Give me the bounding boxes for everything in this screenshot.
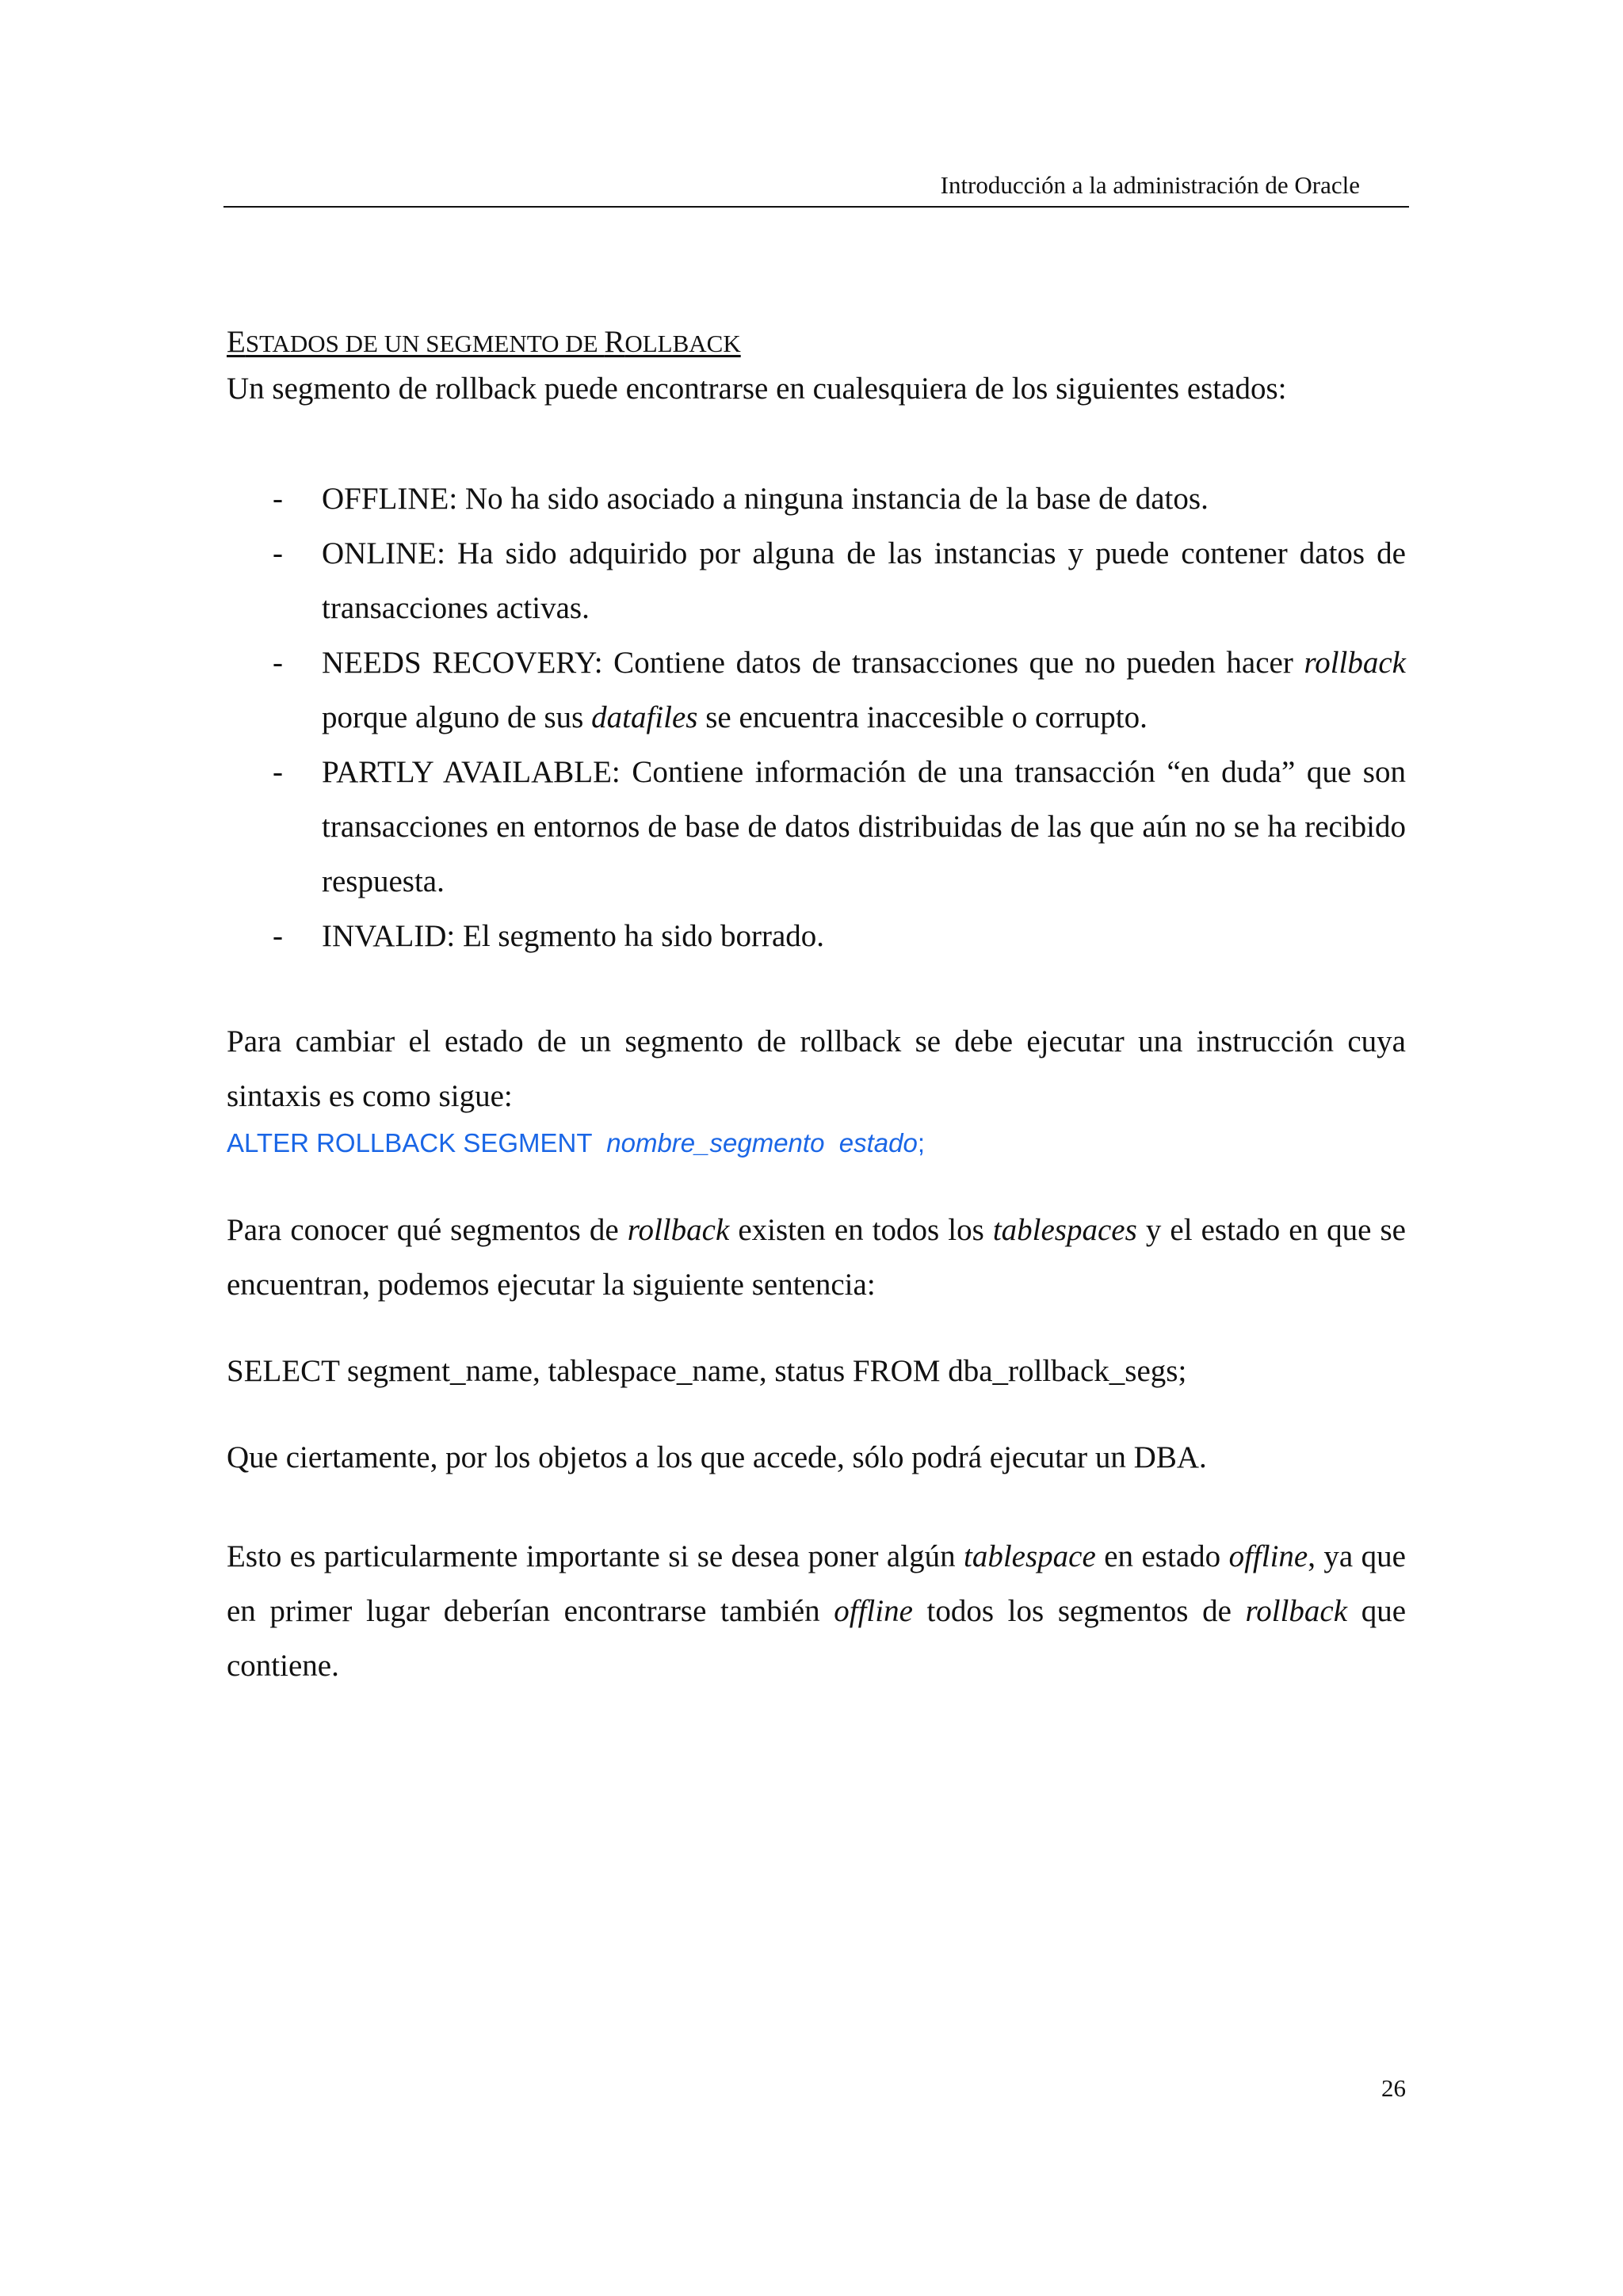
list-dash: - [273,919,283,953]
code-terminator: ; [917,1128,926,1158]
list-item [227,909,1406,963]
running-title: Introducción a la administración de Oracle [940,171,1360,199]
page-number: 26 [1381,2074,1406,2102]
text-run: en estado [1095,1539,1229,1573]
list-item [227,745,1406,909]
text-run: y el estado en que se encuentran, podemos ejecutar la siguiente sentencia: [227,1213,1406,1302]
sql-statement: SELECT segment_name, tablespace_name, status FROM dba_rollback_segs; [227,1354,1187,1388]
list-item [227,526,1406,635]
section-heading [227,325,1406,361]
intro-paragraph: Un segmento de rollback puede encontrarse en cualesquiera de los siguientes estados: [227,372,1287,406]
paragraph-dba-note: Que ciertamente, por los objetos a los que accede, sólo podrá ejecutar un DBA. [227,1440,1207,1474]
list-item-text: porque alguno de sus [322,700,592,734]
paragraph-change-state: Para cambiar el estado de un segmento de rollback se debe ejecutar una instrucción cuya sintaxis es como sigue: [227,1024,1406,1113]
heading-end: OLLBACK [624,330,741,357]
running-header [223,168,1409,208]
page-body [227,325,1406,1693]
emphasis-rollback: rollback [1304,646,1406,680]
list-item-text: NEEDS RECOVERY: Contiene datos de transacciones que no pueden hacer [322,646,1304,680]
emphasis-tablespaces: tablespaces [992,1213,1137,1247]
text-run: Para conocer qué segmentos de [227,1213,628,1247]
list-item [227,471,1406,526]
code-gap [824,1128,838,1158]
text-run: todos los segmentos de [912,1594,1246,1628]
list-dash: - [273,646,283,680]
emphasis-offline: offline [834,1594,913,1628]
list-item-text: ONLINE: Ha sido adquirido por alguna de las instancias y puede contener datos de transacciones activas. [322,536,1406,625]
text-run: , ya que en primer lugar deberían encontrarse también [227,1539,1406,1628]
emphasis-offline: offline [1228,1539,1308,1573]
text-run: existen en todos los [729,1213,993,1247]
list-item-text: PARTLY AVAILABLE: Contiene información de una transacción “en duda” que son transacciones en entornos de base de datos distribuidas de las que aún no se ha recibido respuesta. [322,755,1406,898]
text-run: Esto es particularmente importante si se desea poner algún [227,1539,964,1573]
heading-middle: STADOS DE UN SEGMENTO DE [245,330,605,357]
code-keyword: ALTER ROLLBACK SEGMENT [227,1128,607,1158]
list-item-text: INVALID: El segmento ha sido borrado. [322,919,824,953]
emphasis-tablespace: tablespace [964,1539,1096,1573]
list-item [227,635,1406,745]
list-item-text: se encuentra inaccesible o corrupto. [697,700,1148,734]
heading-initial-e: E [227,325,246,359]
code-arg-segment: nombre_segmento [606,1128,825,1158]
emphasis-datafiles: datafiles [591,700,698,734]
list-item-text: OFFLINE: No ha sido asociado a ninguna instancia de la base de datos. [322,482,1209,516]
code-arg-state: estado [838,1128,918,1158]
emphasis-rollback: rollback [1245,1594,1348,1628]
alter-syntax-code [227,1125,1406,1161]
heading-initial-r: R [604,325,625,359]
states-list [227,471,1406,963]
paragraph-query-intro [227,1203,1406,1312]
text-run: que contiene. [227,1594,1406,1683]
emphasis-rollback: rollback [627,1213,730,1247]
list-dash: - [273,755,283,789]
list-dash: - [273,536,283,570]
list-dash: - [273,482,283,516]
paragraph-offline-note [227,1529,1406,1693]
